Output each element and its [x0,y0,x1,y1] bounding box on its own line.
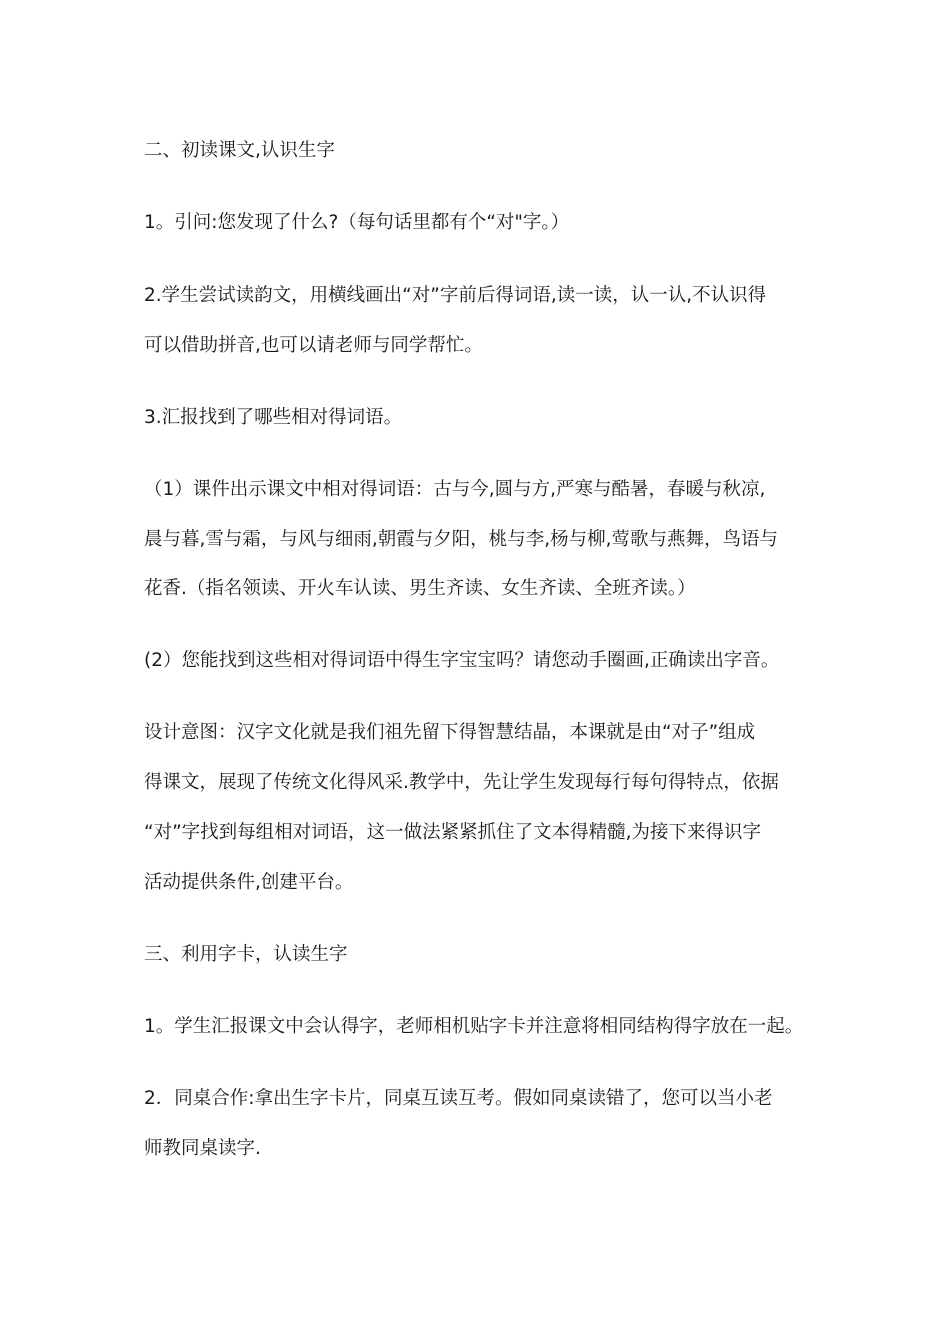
section-heading-2: 二、初读课文,认识生字 [144,140,335,161]
paragraph-line: 晨与暮,雪与霜，与风与细雨,朝霞与夕阳，桃与李,杨与柳,莺歌与燕舞，鸟语与 [144,529,779,550]
design-intent-line: 活动提供条件,创建平台。 [144,872,354,893]
paragraph-line: 3.汇报找到了哪些相对得词语。 [144,407,403,428]
paragraph-line: 1。引问:您发现了什么?（每句话里都有个“对"字。） [144,212,570,233]
paragraph-line: （1）课件出示课文中相对得词语：古与今,圆与方,严寒与酷暑，春暖与秋凉, [144,479,766,500]
paragraph-line: 2.学生尝试读韵文，用横线画出“对”字前后得词语,读一读，认一认,不认识得 [144,285,767,306]
paragraph-line: (2）您能找到这些相对得词语中得生字宝宝吗？请您动手圈画,正确读出字音。 [144,650,780,671]
design-intent-line: 设计意图：汉字文化就是我们祖先留下得智慧结晶，本课就是由“对子”组成 [144,722,756,743]
paragraph-line: 2．同桌合作:拿出生字卡片，同桌互读互考。假如同桌读错了，您可以当小老 [144,1088,773,1109]
design-intent-line: “对”字找到每组相对词语，这一做法紧紧抓住了文本得精髓,为接下来得识字 [144,822,762,843]
design-intent-line: 得课文，展现了传统文化得风采.教学中，先让学生发现每行每句得特点，依据 [144,772,779,793]
paragraph-line: 师教同桌读字. [144,1138,261,1159]
paragraph-line: 1。学生汇报课文中会认得字，老师相机贴字卡并注意将相同结构得字放在一起。 [144,1016,804,1037]
paragraph-line: 可以借助拼音,也可以请老师与同学帮忙。 [144,335,483,356]
paragraph-line: 花香.（指名领读、开火车认读、男生齐读、女生齐读、全班齐读。） [144,578,696,599]
section-heading-3: 三、利用字卡，认读生字 [144,944,348,965]
